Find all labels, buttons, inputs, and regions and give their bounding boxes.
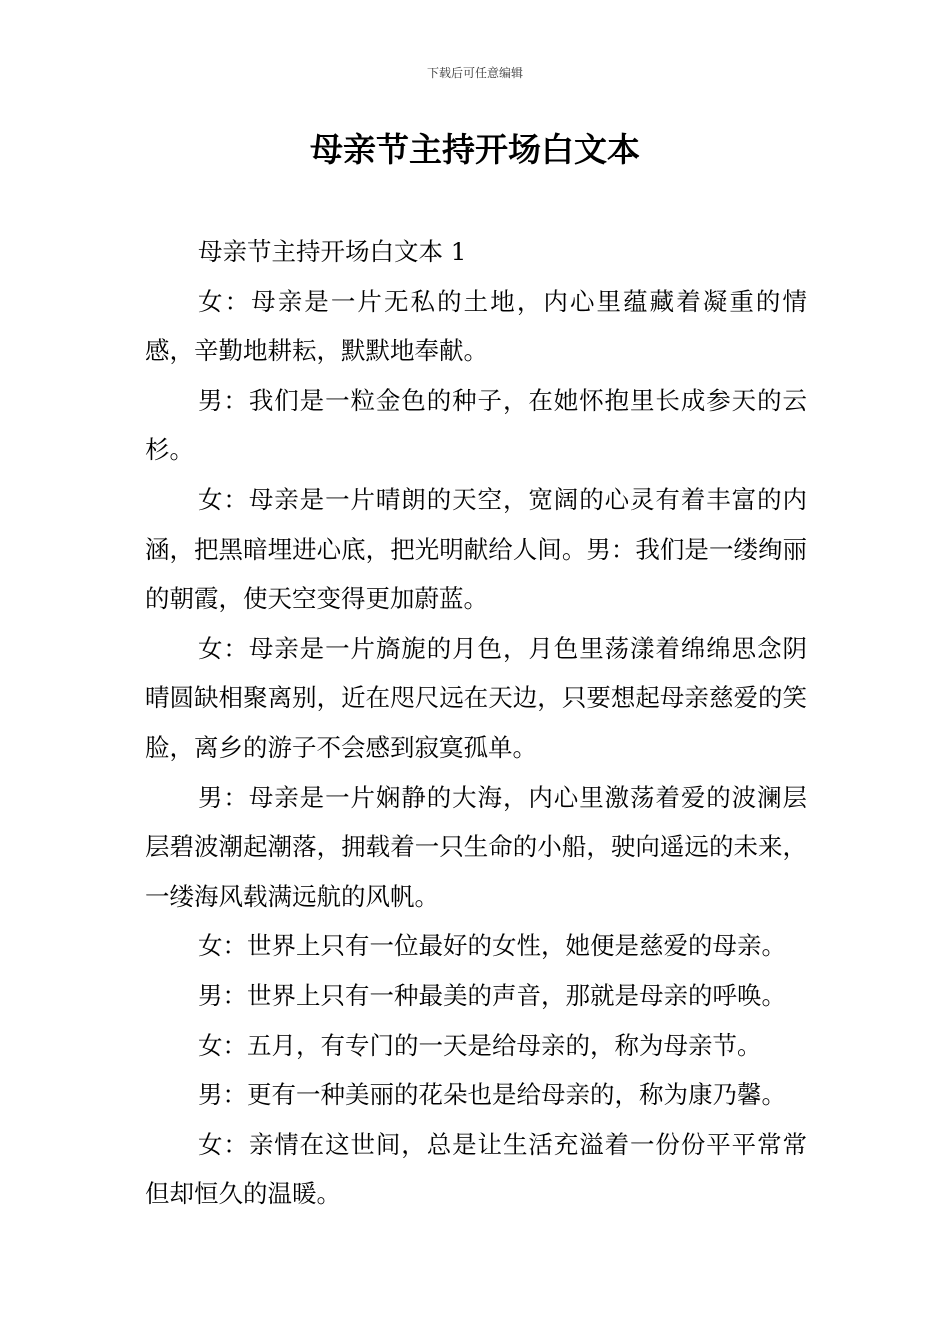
paragraph: 女：世界上只有一位最好的女性，她便是慈爱的母亲。 <box>198 931 786 961</box>
paragraph-subtitle: 母亲节主持开场白文本 1 <box>198 237 467 266</box>
paragraph: 男：我们是一粒金色的种子，在她怀抱里长成参天的云杉。 <box>145 385 807 465</box>
document-title: 母亲节主持开场白文本 <box>310 130 640 169</box>
paragraph: 男：母亲是一片娴静的大海，内心里激荡着爱的波澜层层碧波潮起潮落，拥载着一只生命的小船，驶向遥远的未来，一缕海风载满远航的风帆。 <box>145 782 807 911</box>
paragraph: 女：母亲是一片旖旎的月色，月色里荡漾着绵绵思念阴晴圆缺相聚离别，近在咫尺远在天边，只要想起母亲慈爱的笑脸，离乡的游子不会感到寂寞孤单。 <box>145 633 807 762</box>
paragraph: 男：世界上只有一种最美的声音，那就是母亲的呼唤。 <box>198 980 786 1010</box>
document-body <box>145 227 807 1219</box>
paragraph: 女：五月，有专门的一天是给母亲的，称为母亲节。 <box>198 1030 762 1060</box>
paragraph: 女：母亲是一片晴朗的天空，宽阔的心灵有着丰富的内涵，把黑暗埋进心底，把光明献给人间。男：我们是一缕绚丽的朝霞，使天空变得更加蔚蓝。 <box>145 484 807 614</box>
paragraph: 女：母亲是一片无私的土地，内心里蕴藏着凝重的情感，辛勤地耕耘，默默地奉献。 <box>145 286 807 366</box>
paragraph: 男：更有一种美丽的花朵也是给母亲的，称为康乃馨。 <box>198 1080 786 1110</box>
paragraph: 女：亲情在这世间，总是让生活充溢着一份份平平常常但却恒久的温暖。 <box>145 1129 807 1209</box>
header-note: 下载后可任意编辑 <box>426 66 523 80</box>
